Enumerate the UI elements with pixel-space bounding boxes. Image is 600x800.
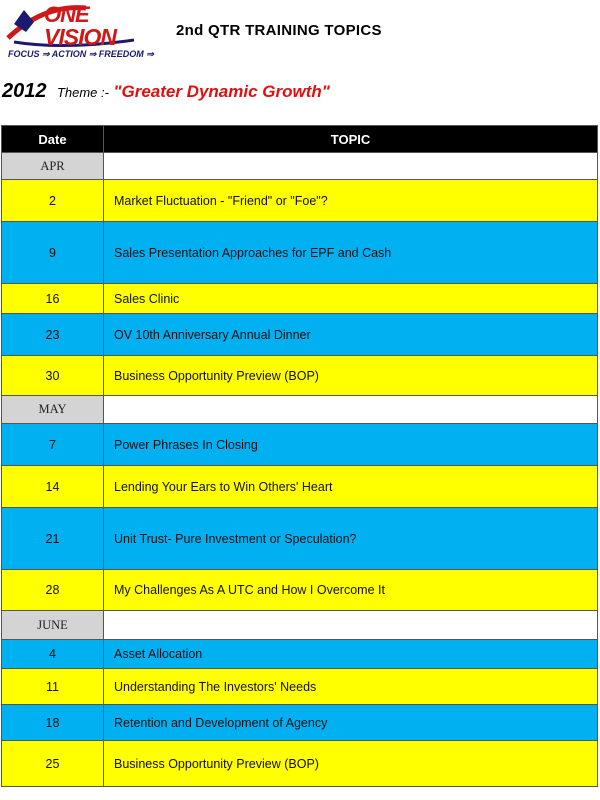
- month-row: [2, 611, 598, 640]
- date-cell: 7: [2, 424, 104, 466]
- date-cell: 28: [2, 570, 104, 611]
- page-title: 2nd QTR TRAINING TOPICS: [176, 22, 382, 39]
- topic-cell: My Challenges As A UTC and How I Overcome It: [104, 570, 598, 611]
- training-topics-table: [1, 125, 598, 787]
- month-row: [2, 153, 598, 180]
- topic-cell: Understanding The Investors' Needs: [104, 669, 598, 705]
- topic-column-header: TOPIC: [104, 126, 598, 153]
- table-row: [2, 356, 598, 396]
- topic-cell: [104, 611, 598, 640]
- date-cell: 14: [2, 466, 104, 508]
- topic-cell: Lending Your Ears to Win Others' Heart: [104, 466, 598, 508]
- table-row: [2, 180, 598, 222]
- theme-line: [2, 80, 330, 103]
- table-row: [2, 284, 598, 314]
- table-row: [2, 705, 598, 741]
- theme-value: "Greater Dynamic Growth": [113, 82, 330, 101]
- year-label: 2012: [2, 80, 47, 102]
- month-label: MAY: [2, 396, 104, 424]
- table-row: [2, 669, 598, 705]
- theme-label: Theme :-: [56, 85, 109, 100]
- topic-cell: [104, 396, 598, 424]
- date-cell: 30: [2, 356, 104, 396]
- logo-tagline: FOCUS ⇒ ACTION ⇒ FREEDOM ⇒: [8, 49, 154, 59]
- table-body: [2, 153, 598, 787]
- topic-cell: Sales Presentation Approaches for EPF and Cash: [104, 222, 598, 284]
- topic-cell: Business Opportunity Preview (BOP): [104, 356, 598, 396]
- table-header-row: [2, 126, 598, 153]
- topic-cell: Sales Clinic: [104, 284, 598, 314]
- logo-vision-text: VISION: [44, 24, 116, 50]
- topic-cell: [104, 153, 598, 180]
- topic-cell: Asset Allocation: [104, 640, 598, 669]
- date-cell: 16: [2, 284, 104, 314]
- table-row: [2, 640, 598, 669]
- topic-cell: Power Phrases In Closing: [104, 424, 598, 466]
- one-vision-logo: [4, 2, 154, 68]
- topic-cell: Business Opportunity Preview (BOP): [104, 741, 598, 787]
- date-cell: 23: [2, 314, 104, 356]
- date-cell: 9: [2, 222, 104, 284]
- topic-cell: Market Fluctuation - "Friend" or "Foe"?: [104, 180, 598, 222]
- table-row: [2, 741, 598, 787]
- table-row: [2, 508, 598, 570]
- table-row: [2, 314, 598, 356]
- date-cell: 4: [2, 640, 104, 669]
- table-row: [2, 466, 598, 508]
- logo-one-text: ONE: [44, 2, 89, 27]
- month-label: JUNE: [2, 611, 104, 640]
- month-label: APR: [2, 153, 104, 180]
- table-row: [2, 424, 598, 466]
- topic-cell: OV 10th Anniversary Annual Dinner: [104, 314, 598, 356]
- table-row: [2, 570, 598, 611]
- date-cell: 18: [2, 705, 104, 741]
- table-row: [2, 222, 598, 284]
- topic-cell: Unit Trust- Pure Investment or Speculation?: [104, 508, 598, 570]
- date-cell: 11: [2, 669, 104, 705]
- topic-cell: Retention and Development of Agency: [104, 705, 598, 741]
- date-column-header: Date: [2, 126, 104, 153]
- date-cell: 2: [2, 180, 104, 222]
- date-cell: 25: [2, 741, 104, 787]
- month-row: [2, 396, 598, 424]
- date-cell: 21: [2, 508, 104, 570]
